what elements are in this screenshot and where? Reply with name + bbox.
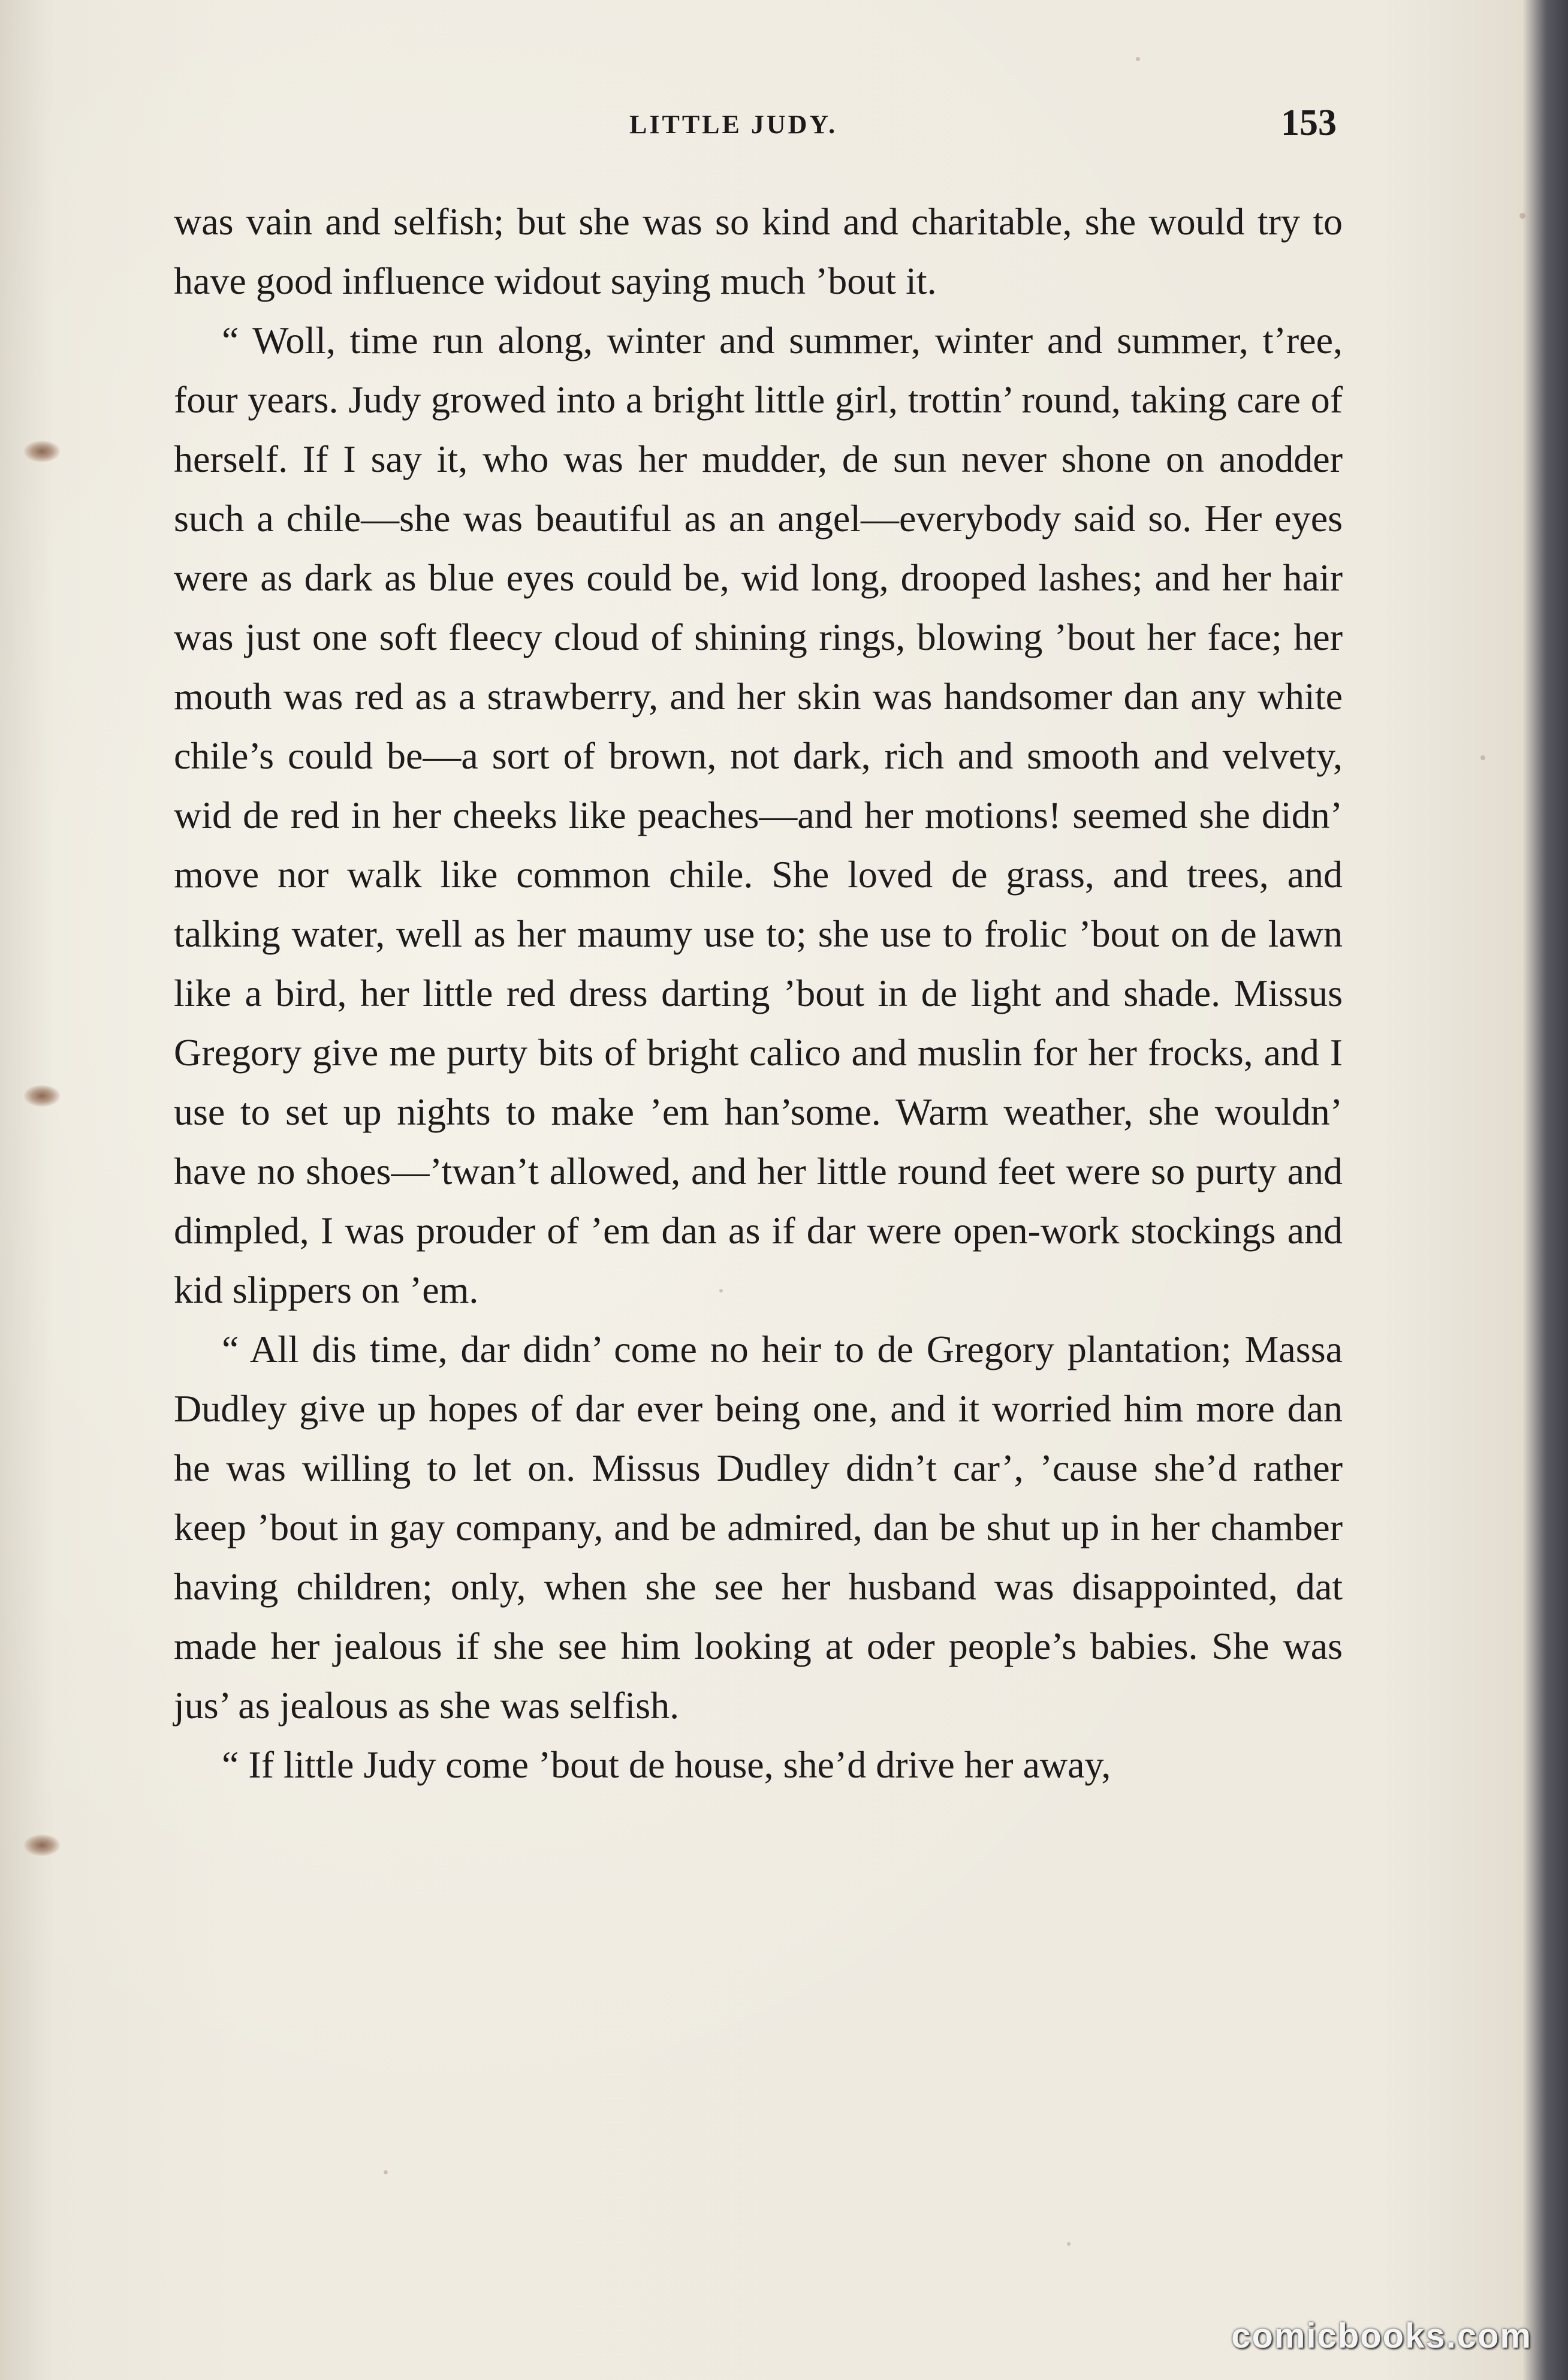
watermark: comicbooks.com bbox=[1231, 2316, 1532, 2355]
running-head: LITTLE JUDY. bbox=[629, 110, 838, 139]
body-text bbox=[174, 192, 1343, 1794]
page-number: 153 bbox=[1281, 103, 1337, 143]
binding-hole bbox=[24, 1834, 60, 1856]
page-header bbox=[174, 102, 1337, 156]
paragraph: “ Woll, time run along, winter and summer, winter and summer, t’ree, four years. Judy growed into a bright little girl, trottin’ round, taking care of herself. If I say it, who was her mudder, de sun never shone on anodder such a chile—she was beautiful as an angel—everybody said so. Her eyes were as dark as blue eyes could be, wid long, drooped lashes; and her hair was just one soft fleecy cloud of shining rings, blowing ’bout her face; her mouth was red as a strawberry, and her skin was handsomer dan any white chile’s could be—a sort of brown, not dark, rich and smooth and velvety, wid de red in her cheeks like peaches—and her motions! seemed she didn’ move nor walk like common chile. She loved de grass, and trees, and talking water, well as her maumy use to; she use to frolic ’bout on de lawn like a bird, her little red dress darting ’bout in de light and shade. Missus Gregory give me purty bits of bright calico and muslin for her frocks, and I use to set up nights to make ’em han’some. Warm weather, she wouldn’ have no shoes—’twan’t allowed, and her little round feet were so purty and dimpled, I was prouder of ’em dan as if dar were open-work stockings and kid slippers on ’em. bbox=[174, 319, 1343, 1311]
paragraph: was vain and selfish; but she was so kind and charitable, she would try to have good influence widout saying much ’bout it. bbox=[174, 200, 1343, 302]
paragraph: “ All dis time, dar didn’ come no heir to de Gregory plantation; Massa Dudley give up hopes of dar ever being one, and it worried him more dan he was willing to let on. Missus Dudley didn’t car’, ’cause she’d rather keep ’bout in gay company, and be admired, dan be shut up in her chamber having children; only, when she see her husband was disappointed, dat made her jealous if she see him looking at oder people’s babies. She was jus’ as jealous as she was selfish. bbox=[174, 1328, 1343, 1727]
binding-hole bbox=[24, 1085, 60, 1107]
binding-hole bbox=[24, 441, 60, 462]
paragraph: “ If little Judy come ’bout de house, she’d drive her away, bbox=[222, 1743, 1111, 1786]
